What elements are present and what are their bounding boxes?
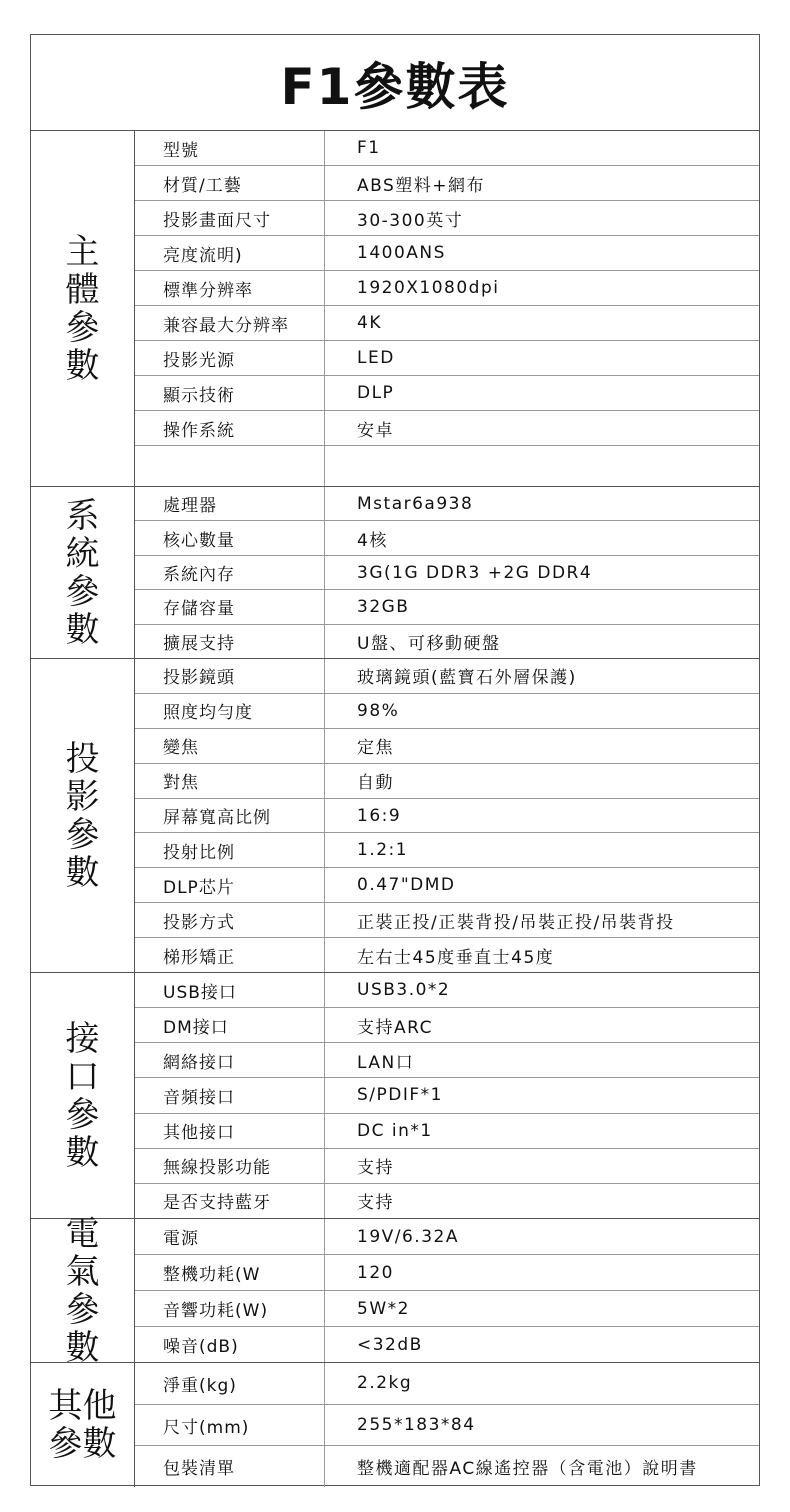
row-value: LED [357,348,395,368]
table-row [135,1149,759,1184]
row-value: U盤、可移動硬盤 [357,633,501,654]
section-rows [135,487,759,658]
table-row [135,729,759,764]
row-value: 玻璃鏡頭(藍寶石外層保護) [357,668,577,689]
table-row [135,271,759,306]
table-row [135,868,759,903]
table-row [135,833,759,868]
row-key: 投射比例 [135,833,325,867]
row-key: 淨重(kg) [135,1363,325,1404]
row-value: 支持ARC [357,1017,433,1038]
row-value: <32dB [357,1334,423,1355]
row-value: 120 [357,1262,394,1283]
page-title: F1參數表 [31,35,759,131]
row-value: 3G(1G DDR3 +2G DDR4 [357,562,593,583]
table-row [135,764,759,799]
table-row [135,938,759,972]
section-rows [135,131,759,486]
table-row [135,1446,759,1487]
row-key: 電源 [135,1219,325,1254]
table-row [135,1078,759,1113]
table-row [135,973,759,1008]
table-row [135,1008,759,1043]
row-key: 梯形矯正 [135,938,325,972]
row-value: 1400ANS [357,243,446,263]
table-row [135,1255,759,1291]
row-key: 變焦 [135,729,325,763]
table-row [135,341,759,376]
row-key: 其他接口 [135,1114,325,1148]
row-value: 1.2:1 [357,840,409,861]
row-key: 亮度流明) [135,236,325,270]
table-row [135,166,759,201]
section-label: 主體參數 [31,131,135,486]
row-key: DLP芯片 [135,868,325,902]
table-row [135,1291,759,1327]
row-value: 2.2kg [357,1373,413,1394]
row-value: Mstar6a938 [357,493,474,514]
section-label: 投影參數 [31,659,135,972]
table-row [135,201,759,236]
section-electrical [31,1213,759,1368]
row-value: 左右士45度垂直士45度 [357,947,555,968]
row-value: S/PDIF*1 [357,1085,443,1106]
row-key: 無線投影功能 [135,1149,325,1183]
table-row [135,131,759,166]
row-value: 1920X1080dpi [357,278,500,298]
section-rows [135,1363,759,1487]
row-value: 自動 [357,773,394,794]
row-value: 16:9 [357,805,402,826]
row-key: 包裝清單 [135,1446,325,1487]
table-row [135,236,759,271]
section-rows [135,973,759,1218]
row-key: 投影鏡頭 [135,659,325,693]
row-key: 音響功耗(W) [135,1291,325,1326]
section-system [31,487,759,659]
table-row [135,799,759,834]
row-key: 核心數量 [135,521,325,554]
row-key: 音頻接口 [135,1078,325,1112]
table-row [135,903,759,938]
row-key: 系統內存 [135,556,325,589]
row-key: 投影方式 [135,903,325,937]
row-value: 安卓 [357,420,394,441]
row-value: 98% [357,700,400,721]
table-row [135,590,759,624]
row-value: 支持 [357,1158,394,1179]
table-row [135,1114,759,1149]
table-row [135,625,759,658]
row-key: 是否支持藍牙 [135,1184,325,1218]
spec-sheet [30,34,760,1486]
table-row [135,556,759,590]
row-value: 4核 [357,530,388,551]
table-row [135,487,759,521]
row-key: 材質/工藝 [135,166,325,200]
row-value: 5W*2 [357,1298,410,1319]
row-key: 對焦 [135,764,325,798]
row-value: 32GB [357,596,410,617]
table-row [135,659,759,694]
row-value: 正裝正投/正裝背投/吊裝正投/吊裝背投 [357,912,675,933]
table-row [135,1327,759,1362]
row-value: USB3.0*2 [357,980,451,1001]
row-value: ABS塑料+網布 [357,175,486,196]
row-key: 操作系統 [135,411,325,445]
table-row [135,1043,759,1078]
section-label: 其他參數 [31,1363,135,1487]
table-row [135,521,759,555]
table-row [135,1405,759,1447]
section-interfaces [31,973,759,1219]
row-value: LAN口 [357,1052,415,1073]
row-value: 4K [357,313,382,333]
table-row [135,1219,759,1255]
row-value: 30-300英寸 [357,210,464,231]
table-row-empty [135,446,759,486]
row-value: DLP [357,383,395,403]
section-main-body [31,131,759,487]
row-key: DM接口 [135,1008,325,1042]
section-label: 電氣參數 [31,1219,135,1362]
row-key: 處理器 [135,487,325,520]
table-row [135,1184,759,1218]
row-value: 255*183*84 [357,1415,476,1435]
row-value: F1 [357,138,381,158]
row-value: 支持 [357,1193,394,1214]
row-key: 顯示技術 [135,376,325,410]
section-label: 系統參數 [31,487,135,658]
row-key: 擴展支持 [135,625,325,658]
table-row [135,306,759,341]
row-value: 整機適配器AC線遙控器（含電池）說明書 [357,1459,698,1480]
row-key: 照度均勻度 [135,694,325,728]
row-key: 整機功耗(W [135,1255,325,1290]
section-rows [135,659,759,972]
table-row [135,411,759,446]
section-label: 接口參數 [31,973,135,1218]
row-key: 網絡接口 [135,1043,325,1077]
row-key [135,446,325,486]
row-value: 定焦 [357,738,394,759]
section-rows [135,1219,759,1362]
row-key: 投影畫面尺寸 [135,201,325,235]
section-other [31,1363,759,1487]
row-key: 兼容最大分辨率 [135,306,325,340]
row-value [325,446,759,486]
table-row [135,694,759,729]
row-value: DC in*1 [357,1120,433,1141]
row-value: 19V/6.32A [357,1226,459,1247]
row-key: 投影光源 [135,341,325,375]
row-key: 尺寸(mm) [135,1405,325,1446]
row-key: 屏幕寬高比例 [135,799,325,833]
section-projection [31,659,759,973]
row-value: 0.47"DMD [357,875,456,896]
table-row [135,376,759,411]
row-key: USB接口 [135,973,325,1007]
row-key: 噪音(dB) [135,1327,325,1362]
row-key: 標準分辨率 [135,271,325,305]
row-key: 型號 [135,131,325,165]
row-key: 存儲容量 [135,590,325,623]
table-row [135,1363,759,1405]
